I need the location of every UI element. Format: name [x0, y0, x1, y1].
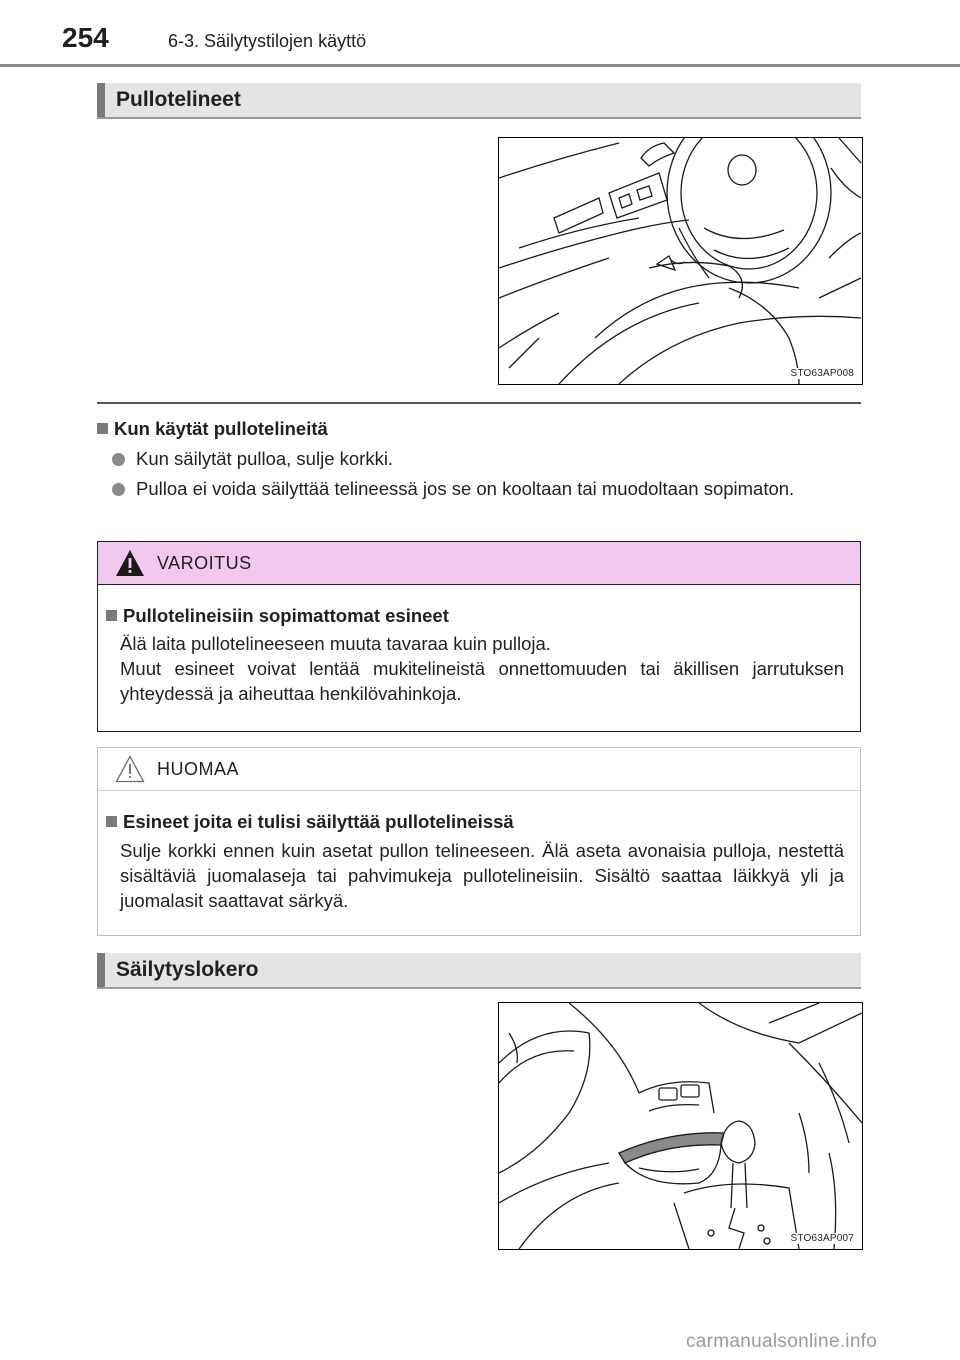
notice-heading-row — [106, 811, 514, 833]
section-header-bottle-holders — [97, 83, 861, 119]
square-bullet-icon — [106, 610, 117, 621]
subsection-divider — [97, 402, 861, 404]
section-accent — [97, 953, 105, 987]
notice-title: HUOMAA — [157, 759, 240, 779]
section-accent — [97, 83, 105, 117]
page-number: 254 — [62, 22, 109, 53]
notice-paragraph: Sulje korkki ennen kuin asetat pullon telineeseen. Älä aseta avonaisia pulloja, nestettä sisältäviä juomalaseja tai pahvimukeja pullotelineisiin. Sisältö saattaa läikkyä yli ja juomalasit saattavat särkyä. — [120, 840, 844, 911]
notice-heading: Esineet joita ei tulisi säilyttää pullotelineissä — [123, 811, 514, 832]
console-drawing — [499, 1003, 862, 1249]
warning-text — [120, 631, 844, 706]
usage-heading: Kun käytät pullotelineitä — [114, 418, 328, 439]
notice-box — [97, 747, 861, 936]
figure-code: STO63AP007 — [790, 1233, 854, 1244]
caution-triangle-icon — [115, 755, 145, 783]
warning-box — [97, 541, 861, 732]
warning-paragraph: Muut esineet voivat lentää mukitelineistä onnettomuuden tai äkillisen jarrutuksen yhteydessä ja aiheuttaa henkilövahinkoja. — [120, 658, 844, 704]
bullet-text: Kun säilytät pulloa, sulje korkki. — [136, 448, 394, 469]
watermark-text: carmanualsonline.info — [686, 1331, 878, 1352]
square-bullet-icon — [97, 423, 108, 434]
bullet-dot-icon — [112, 453, 125, 466]
door-panel-drawing — [499, 138, 862, 384]
warning-heading: Pullotelineisiin sopimattomat esineet — [123, 605, 449, 626]
warning-heading-row — [106, 605, 449, 627]
notice-header — [98, 748, 860, 791]
warning-title: VAROITUS — [157, 553, 252, 573]
usage-heading-row — [97, 418, 328, 440]
section-title: Säilytyslokero — [116, 958, 259, 981]
list-item — [112, 446, 862, 472]
section-header-storage-compartment — [97, 953, 861, 989]
figure-code: STO63AP008 — [790, 368, 854, 379]
square-bullet-icon — [106, 816, 117, 827]
notice-text — [120, 838, 844, 913]
bullet-dot-icon — [112, 483, 125, 496]
warning-triangle-icon — [115, 549, 145, 577]
warning-paragraph: Älä laita pullotelineeseen muuta tavaraa kuin pulloja. — [120, 633, 551, 654]
header-divider — [0, 64, 960, 67]
bullet-text: Pulloa ei voida säilyttää telineessä jos se on kooltaan tai muodoltaan sopimaton. — [136, 478, 795, 499]
storage-compartment-illustration — [498, 1002, 863, 1250]
section-title: Pullotelineet — [116, 88, 241, 111]
bottle-holder-illustration — [498, 137, 863, 385]
chapter-title: 6-3. Säilytystilojen käyttö — [168, 31, 367, 51]
list-item — [112, 476, 862, 528]
warning-header — [98, 542, 860, 585]
